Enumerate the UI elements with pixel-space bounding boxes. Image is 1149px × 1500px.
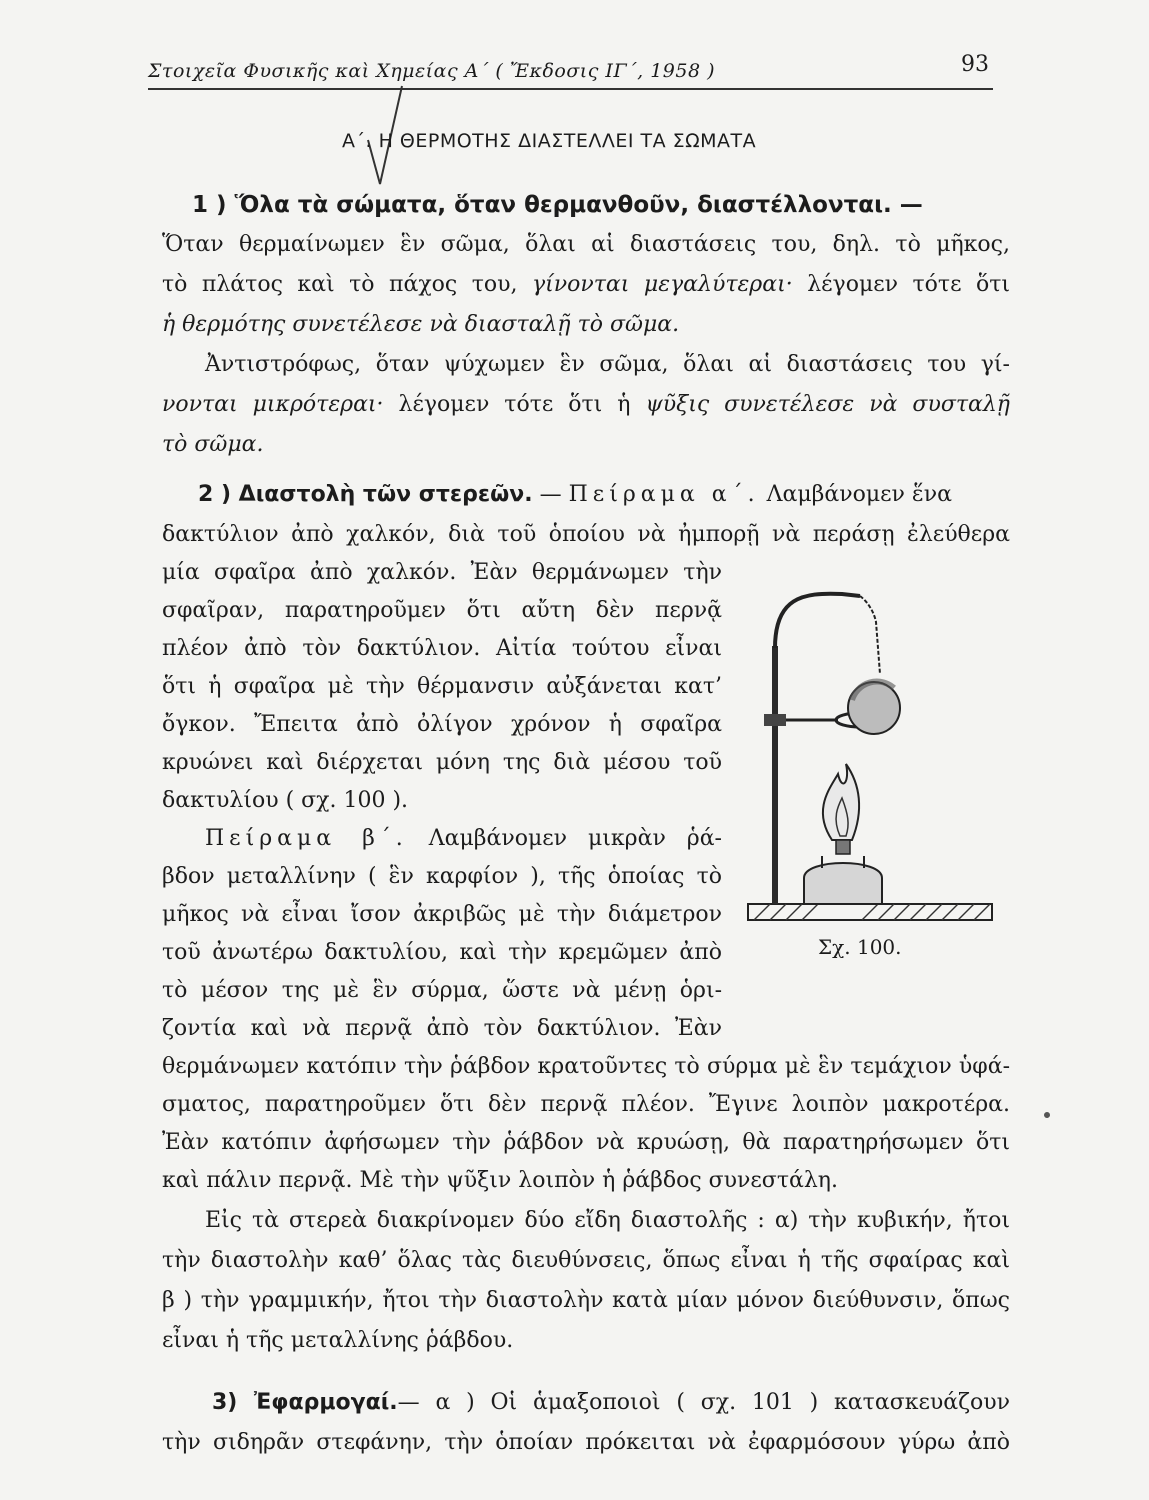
section-2-first-line bbox=[198, 480, 1010, 510]
paragraph-line: δακτυλίου ( σχ. 100 ). bbox=[162, 788, 409, 813]
figure-caption: Σχ. 100. bbox=[818, 935, 902, 959]
section-2-heading: 2 ) Διαστολὴ τῶν στερεῶν. bbox=[198, 482, 533, 507]
page-number: 93 bbox=[961, 52, 989, 77]
paragraph-line: τὴν σιδηρᾶν στεφάνην, τὴν ὁποίαν πρόκειται νὰ ἐφαρμόσουν γύρω ἀπὸ bbox=[162, 1430, 1010, 1455]
paragraph-line: Ἐὰν κατόπιν ἀφήσωμεν τὴν ῥάβδον νὰ κρυώσῃ, θὰ παρατηρήσωμεν ὅτι bbox=[162, 1130, 1010, 1155]
flame bbox=[823, 764, 859, 840]
stand-rod bbox=[772, 646, 778, 904]
paragraph-line: σματος, παρατηροῦμεν ὅτι δὲν περνᾷ πλέον. Ἔγινε λοιπὸν μακροτέρα. bbox=[162, 1092, 1010, 1117]
stand-arm bbox=[775, 594, 860, 648]
section-1-heading-line bbox=[192, 190, 1010, 221]
chapter-title: Α΄. Η ΘΕΡΜΟΤΗΣ ΔΙΑΣΤΕΛΛΕΙ ΤΑ ΣΩΜΑΤΑ bbox=[342, 130, 757, 152]
italic-text: γίνονται μεγαλύτεραι· bbox=[531, 272, 793, 297]
text-run: λέγομεν τότε ὅτι ἡ bbox=[383, 392, 646, 417]
paragraph-line: β ) τὴν γραμμικήν, ἤτοι τὴν διαστολὴν κατὰ μίαν μόνον διεύθυνσιν, ὅπως bbox=[162, 1288, 1010, 1313]
paragraph-line: τὸ μέσον της μὲ ἓν σύρμα, ὥστε νὰ μένῃ ὁρι- bbox=[162, 978, 722, 1003]
paragraph-line: ὅτι ἡ σφαῖρα μὲ τὴν θέρμανσιν αὐξάνεται κατ’ bbox=[162, 674, 722, 699]
lamp-wick bbox=[836, 840, 850, 854]
base-hatching bbox=[754, 904, 990, 920]
section-3-heading: 3) Ἐφαρμογαί. bbox=[212, 1390, 398, 1415]
section-1-heading: 1 ) Ὅλα τὰ σώματα, ὅταν θερμανθοῦν, διαστέλλονται. — bbox=[192, 192, 923, 218]
paragraph-line: μῆκος νὰ εἶναι ἴσον ἀκριβῶς μὲ τὴν διάμετρον bbox=[162, 902, 722, 927]
paragraph-line: Εἰς τὰ στερεὰ διακρίνομεν δύο εἴδη διαστολῆς : α) τὴν κυβικήν, ἤτοι bbox=[205, 1208, 1010, 1233]
paragraph-line: δακτύλιον ἀπὸ χαλκόν, διὰ τοῦ ὁποίου νὰ ἠμπορῇ νὰ περάσῃ ἐλεύθερα bbox=[162, 522, 1010, 547]
paragraph-line: σφαῖραν, παρατηροῦμεν ὅτι αὔτη δὲν περνᾷ bbox=[162, 598, 722, 623]
text-run: λέγομεν τότε ὅτι bbox=[792, 272, 1011, 297]
running-header bbox=[148, 52, 993, 90]
paragraph-line: εἶναι ἡ τῆς μεταλλίνης ῥάβδου. bbox=[162, 1328, 514, 1353]
paragraph-line bbox=[162, 270, 1010, 300]
italic-text: ψῦξις συνετέλεσε νὰ συσταλῇ bbox=[645, 392, 1010, 417]
section-3-first-line bbox=[212, 1388, 1010, 1418]
paragraph-line: τὸ σῶμα. bbox=[162, 432, 264, 457]
header-title: Στοιχεῖα Φυσικῆς καὶ Χημείας Α΄ ( Ἔκδοσις ΙΓ΄, 1958 ) bbox=[148, 60, 716, 82]
experiment-b-label: Πείραμα β΄. bbox=[205, 826, 408, 851]
paragraph-line: καὶ πάλιν περνᾷ. Μὲ τὴν ψῦξιν λοιπὸν ἡ ῥάβδος συνεστάλη. bbox=[162, 1168, 838, 1193]
figure-100-illustration bbox=[742, 578, 1002, 928]
paragraph-line: μία σφαῖρα ἀπὸ χαλκόν. Ἐὰν θερμάνωμεν τὴν bbox=[162, 560, 722, 585]
ink-mark bbox=[1043, 1111, 1051, 1119]
paragraph-line bbox=[205, 824, 722, 854]
italic-text: νονται μικρότεραι· bbox=[162, 392, 384, 417]
paragraph-line: τὴν διαστολὴν καθ’ ὅλας τὰς διευθύνσεις, ὅπως εἶναι ἡ τῆς σφαίρας καὶ bbox=[162, 1248, 1010, 1273]
text-run: Λαμβάνομεν ἕνα bbox=[759, 482, 952, 507]
paragraph-line: Ὅταν θερμαίνωμεν ἓν σῶμα, ὅλαι αἱ διαστάσεις του, δηλ. τὸ μῆκος, bbox=[162, 232, 1010, 257]
paragraph-line: ἡ θερμότης συνετέλεσε νὰ διασταλῇ τὸ σῶμα. bbox=[162, 312, 680, 337]
paragraph-line bbox=[162, 390, 1010, 420]
text-run: Λαμβάνομεν μικρὰν ῥά- bbox=[407, 826, 722, 851]
paragraph-line: κρυώνει καὶ διέρχεται μόνη της διὰ μέσου τοῦ bbox=[162, 750, 722, 775]
text-run: τὸ πλάτος καὶ τὸ πάχος του, bbox=[162, 272, 532, 297]
text-run: — α ) Οἱ ἁμαξοποιοὶ ( σχ. 101 ) κατασκευάζουν bbox=[397, 1390, 1011, 1415]
paragraph-line: τοῦ ἀνωτέρω δακτυλίου, καὶ τὴν κρεμῶμεν ἀπὸ bbox=[162, 940, 722, 965]
paragraph-line: πλέον ἀπὸ τὸν δακτύλιον. Αἰτία τούτου εἶναι bbox=[162, 636, 722, 661]
experiment-a-label: Πείραμα α΄. bbox=[568, 482, 760, 507]
text-run: — bbox=[532, 482, 569, 507]
hanging-wire bbox=[860, 596, 880, 674]
paragraph-line: θερμάνωμεν κατόπιν τὴν ῥάβδον κρατοῦντες τὸ σύρμα μὲ ἓν τεμάχιον ὑφά- bbox=[162, 1054, 1010, 1079]
paragraph-line: Ἀντιστρόφως, ὅταν ψύχωμεν ἓν σῶμα, ὅλαι αἱ διαστάσεις του γί- bbox=[205, 352, 1010, 377]
paragraph-line: βδον μεταλλίνην ( ἓν καρφίον ), τῆς ὁποίας τὸ bbox=[162, 864, 722, 889]
paragraph-line: ὄγκον. Ἔπειτα ἀπὸ ὀλίγον χρόνον ἡ σφαῖρα bbox=[162, 712, 722, 737]
spirit-lamp bbox=[804, 863, 882, 904]
clamp bbox=[764, 714, 786, 726]
paragraph-line: ζοντία καὶ νὰ περνᾷ ἀπὸ τὸν δακτύλιον. Ἐὰν bbox=[162, 1016, 722, 1041]
